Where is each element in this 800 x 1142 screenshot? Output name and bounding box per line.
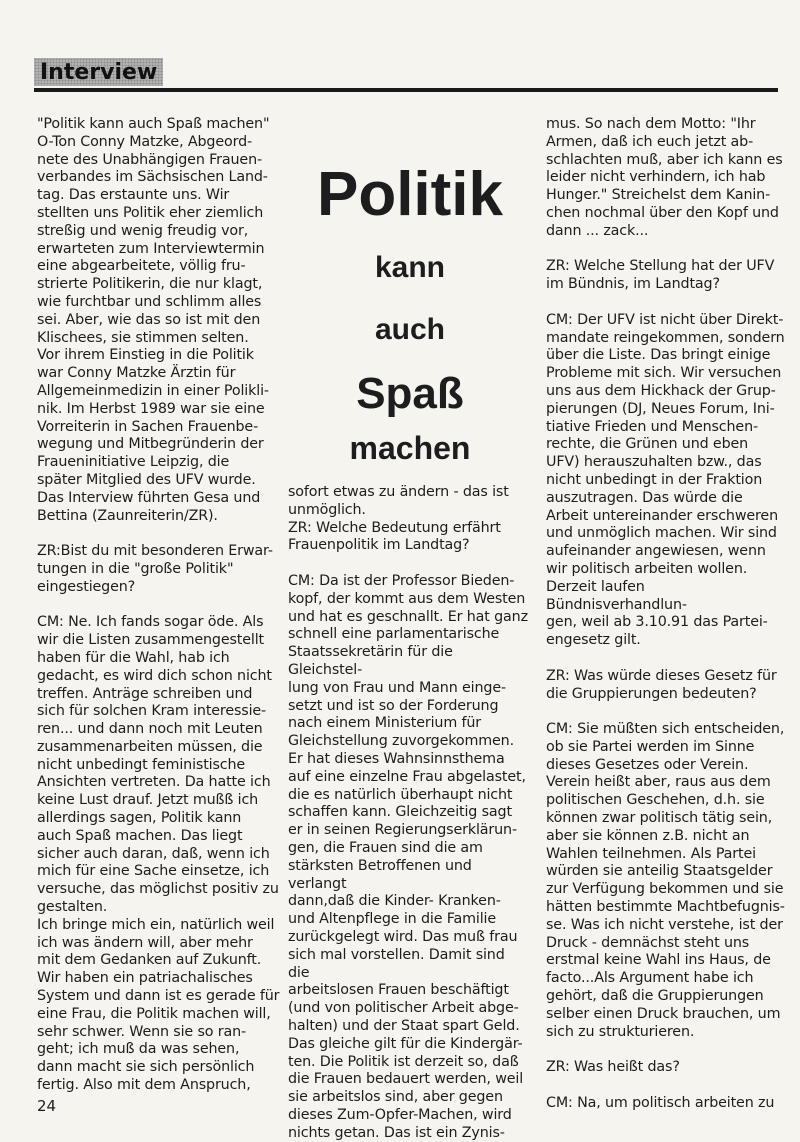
headline-line-1: Politik: [316, 160, 504, 229]
answer-1-end: sofort etwas zu ändern - das ist unmöglich.: [288, 484, 509, 518]
headline-line-5: machen: [349, 430, 471, 466]
question-2: ZR: Welche Bedeutung erfährt Frauenpolitik im Landtag?: [288, 519, 501, 554]
middle-column: [288, 484, 528, 1142]
headline-line-3: auch: [374, 313, 446, 346]
answer-2-end: mus. So nach dem Motto: "Ihr Armen, daß ich euch jetzt ab- schlachten muß, aber ich kann es leider nicht verhindern, ich hab Hunger." Streichelst dem Kanin- chen nochmal über den Kopf und dann ... zack...: [546, 116, 783, 239]
intro-paragraph: "Politik kann auch Spaß machen" O-Ton Conny Matzke, Abgeord- nete des Unabhängigen Frauen- verbandes im Sächsischen Land- tag. Das erstaunte uns. Wir stellten uns Politik eher ziemlich streßig und wenig freudig vor, erwarteten zum Interviewtermin eine abgearbeitete, völlig fru- strierte Politikerin, die nur klagt, wie furchtbar und schlimm alles sei. Aber, wie das so ist mit den Klischees, sie stimmen selten. Vor ihrem Einstieg in die Politik war Conny Matzke Ärztin für Allgemeinmedizin in einer Polikli- nik. Im Herbst 1989 war sie eine Vorreiterin in Sachen Frauenbe- wegung und Mitbegründerin der Fraueninitiative Leipzig, die später Mitglied des UFV wurde. Das Interview führten Gesa und Bettina (Zaunreiterin/ZR).: [37, 116, 270, 524]
headline-line-2: kann: [374, 251, 446, 284]
question-1: ZR:Bist du mit besonderen Erwar- tungen in die "große Politik" eingestiegen?: [37, 543, 273, 595]
question-4: ZR: Was würde dieses Gesetz für die Gruppierungen bedeuten?: [546, 667, 777, 702]
question-3: ZR: Welche Stellung hat der UFV im Bündnis, im Landtag?: [546, 258, 775, 293]
answer-3: CM: Der UFV ist nicht über Direkt- mandate reingekommen, sondern über die Liste. Das bringt einige Probleme mit sich. Wir versuchen uns aus dem Hickhack der Grup- pierungen (DJ, Neues Forum, Ini- tiative Frieden und Menschen- rechte, die Grünen und eben UFV) herauszuhalten bzw., das nicht unbedingt in der Fraktion auszutragen. Das würde die Arbeit untereinander erschweren und unmöglich machen. Wir sind aufeinander angewiesen, wenn wir politisch arbeiten wollen. Derzeit laufen Bündnisverhandlun- gen, weil ab 3.10.91 das Partei- engesetz gilt.: [546, 311, 785, 649]
section-label: Interview: [34, 58, 163, 86]
left-column: [37, 116, 281, 1095]
answer-2: CM: Da ist der Professor Bieden- kopf, der kommt aus dem Westen und hat es geschnallt. Er hat ganz schnell eine parlamentarische Staatssekretärin für die Gleichstel- lung von Frau und Mann einge- setzt und ist so der Forderung nach einem Ministerium für Gleichstellung zuvorgekommen. Er hat dieses Wahnsinnsthema auf eine einzelne Frau abgelastet, die es natürlich überhaupt nicht schaffen kann. Gleichzeitig sagt er in seinen Regierungserklärun- gen, die Frauen sind die am stärksten Betroffenen und verlangt dann,daß die Kinder- Kranken- und Altenpflege in die Familie zurückgelegt wird. Das muß frau sich mal vorstellen. Damit sind die arbeitslosen Frauen beschäftigt (und von politischer Arbeit abge- halten) und der Staat spart Geld. Das gleiche gilt für die Kindergär- ten. Die Politik ist derzeit so, daß die Frauen bedauert werden, weil sie arbeitslos sind, aber gegen dieses Zum-Opfer-Machen, wird nichts getan. Das ist ein Zynis-: [288, 572, 528, 1141]
answer-4: CM: Sie müßten sich entscheiden, ob sie Partei werden im Sinne dieses Gesetzes oder Verein. Verein heißt aber, raus aus dem politischen Geschehen, d.h. sie können zwar politisch tätig sein, aber sie können z.B. nicht an Wahlen teilnehmen. Als Partei würden sie anteilig Staatsgelder zur Verfügung bekommen und sie hätten bestimmte Machtbefugnis- se. Was ich nicht verstehe, ist der Druck - demnächst steht uns erstmal keine Wahl ins Haus, de facto...Als Argument habe ich gehört, daß die Gruppierungen selber einen Druck brauchen, um sich zu strukturieren.: [546, 721, 785, 1040]
headline-line-4: Spaß: [356, 369, 464, 418]
top-rule-divider: [34, 88, 778, 92]
right-column: [546, 116, 786, 1113]
page-number: 24: [37, 1097, 57, 1115]
answer-1-continued: Ich bringe mich ein, natürlich weil ich was ändern will, aber mehr mit dem Gedanken auf Zukunft. Wir haben ein patriachalisches System und dann ist es gerade für eine Frau, die Politik machen will, sehr schwer. Wenn sie so ran- geht; ich muß da was sehen, dann macht sie sich persönlich fertig. Also mit dem Anspruch,: [37, 916, 280, 1094]
answer-1: CM: Ne. Ich fands sogar öde. Als wir die Listen zusammengestellt haben für die Wahl, hab ich gedacht, es wird dich schon nicht treffen. Anträge schreiben und sich für solchen Kram interessie- ren... und dann noch mit Leuten zusammenarbeiten müssen, die nicht unbedingt feministische Ansichten vertreten. Da hatte ich keine Lust drauf. Jetzt mußß ich allerdings sagen, Politik kann auch Spaß machen. Das liegt sicher auch daran, daß, wenn ich mich für eine Sache einsetze, ich versuche, das möglichst positiv zu gestalten.: [37, 614, 279, 916]
answer-5: CM: Na, um politisch arbeiten zu: [546, 1094, 775, 1111]
question-5: ZR: Was heißt das?: [546, 1059, 680, 1076]
